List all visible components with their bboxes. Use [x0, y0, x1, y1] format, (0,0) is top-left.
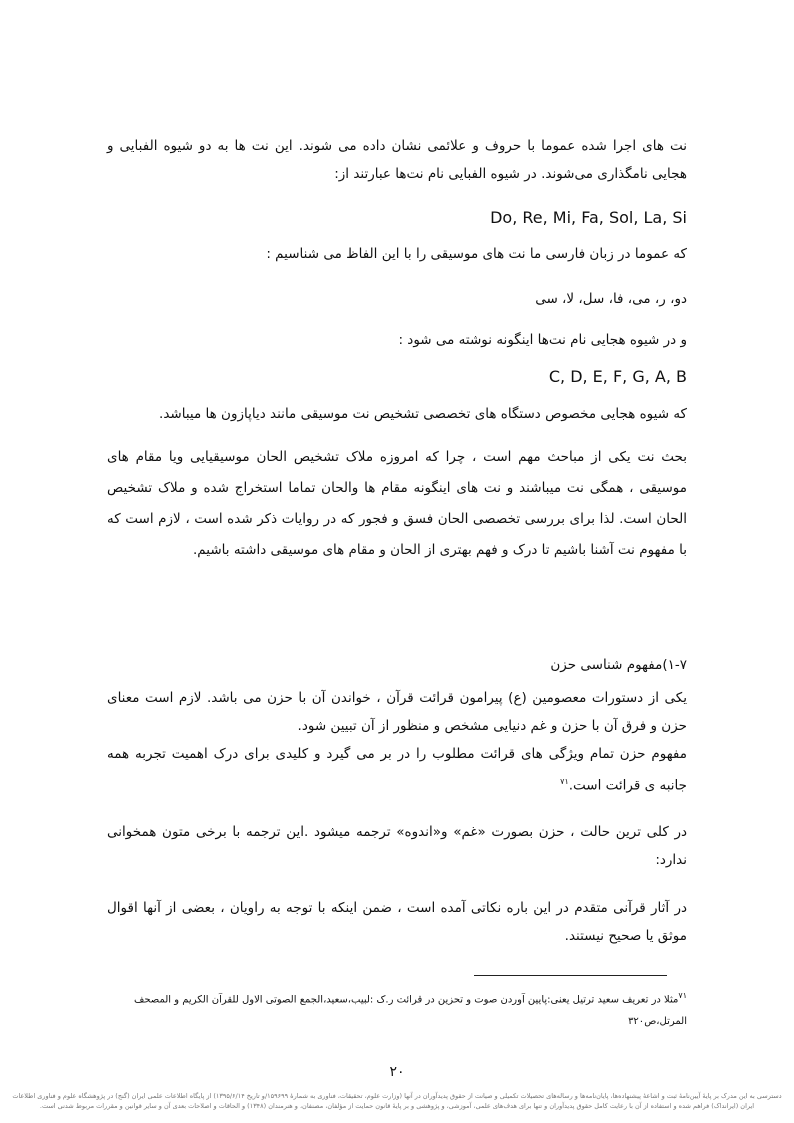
paragraph-tuning-devices: که شیوه هجایی مخصوص دستگاه های تخصصی تشخیص نت موسیقی مانند دیاپازون ها میباشد.	[159, 406, 687, 422]
footnote-reference: ۷۱	[560, 777, 569, 786]
footnote-number: ۷۱	[678, 991, 687, 1000]
footnote-divider	[474, 975, 667, 976]
paragraph-huzn-translation: در کلی ترین حالت ، حزن بصورت «غم» و«اندوه» ترجمه میشود .این ترجمه با برخی متون همخوانی ندارد:	[107, 824, 687, 868]
paragraph-early-quranic-works: در آثار قرآنی متقدم در این باره نکاتی آمده است ، ضمن اینکه با توجه به راویان ، بعضی از آنها اقوال موثق یا صحیح نیستند.	[107, 900, 687, 944]
paragraph-huzn-concept-text: مفهوم حزن تمام ویژگی های قرائت مطلوب را در بر می گیرد و کلیدی برای درک اهمیت تجربه همه جانبه ی قرائت است.	[107, 746, 687, 794]
section-heading-huzn: ۱-۷)مفهوم شناسی حزن	[550, 657, 687, 673]
letter-names-latin: C, D, E, F, G, A, B	[548, 367, 687, 386]
paragraph-importance-of-notes: بحث نت یکی از مباحث مهم است ، چرا که امروزه ملاک تشخیص الحان موسیقیایی ویا مقام های موسیقی ، همگی نت میباشند و نت های اینگونه مقام ها والحان تماما استخراج شده و ملاک تشخیص الحان است. لذا برای بررسی تخصصی الحان فسق و فجور که در روایات ذکر شده است ، لازم است که با مفهوم نت آشنا باشیم تا درک و فهم بهتری از الحان و مقام های موسیقی داشته باشیم.	[107, 449, 687, 558]
footnote-text: مثلا در تعریف سعید ترتیل یعنی:پایین آوردن صوت و تحزین در قرائت ر.ک :لبیب،سعید،الجمع الصوتی الاول للقرآن الکریم و المصحف المرتل،ص۳۲۰	[133, 994, 687, 1028]
page-number: ۲۰	[389, 1064, 405, 1080]
paragraph-note-notation-intro: نت های اجرا شده عموما با حروف و علائمی نشان داده می شوند. این نت ها به دو شیوه الفبایی و هجایی نامگذاری می‌شوند. در شیوه الفبایی نام نت‌ها عبارتند از:	[107, 138, 687, 182]
footnote	[102, 985, 687, 1033]
paragraph-syllabic-intro: و در شیوه هجایی نام نت‌ها اینگونه نوشته می شود :	[398, 332, 687, 348]
paragraph-persian-names-intro: که عموما در زبان فارسی ما نت های موسیقی را با این الفاظ می شناسیم :	[266, 246, 687, 262]
paragraph-huzn-instruction: یکی از دستورات معصومین (ع) پیرامون قرائت قرآن ، خواندن آن با حزن می باشد. لازم است معنای حزن و فرق آن با حزن و غم دنیایی مشخص و منظور از آن تبیین شود.	[107, 690, 687, 734]
solfege-names-persian: دو، ر، می، فا، سل، لا، سی	[535, 291, 687, 307]
legal-notice: دسترسی به این مدرک بر پایهٔ آیین‌نامهٔ ثبت و اشاعهٔ پیشنهاده‌ها، پایان‌نامه‌ها و رساله‌های تحصیلات تکمیلی و صیانت از حقوق پدیدآوران در آنها (وزارت علوم، تحقیقات، فناوری به شمارهٔ ۱۵۹۶۹۹/و تاریخ ۱۳۹۵/۶/۱۴) از پایگاه اطلاعات علمی ایران (گنج) در پژوهشگاه علوم و فناوری اطلاعات ایران (ایرانداک) فراهم شده و استفاده از آن با رعایت کامل حقوق پدیدآوران و تنها برای هدف‌های علمی، آموزشی، و پژوهشی و بر پایهٔ قانون حمایت از مؤلفان، مصنفان، و هنرمندان (۱۳۴۸) و الحاقات و اصلاحات بعدی آن و سایر قوانین و مقررات مربوط شدنی است.	[12, 1092, 782, 1110]
solfege-names-latin: Do, Re, Mi, Fa, Sol, La, Si	[490, 208, 687, 227]
paragraph-huzn-concept	[107, 740, 687, 800]
